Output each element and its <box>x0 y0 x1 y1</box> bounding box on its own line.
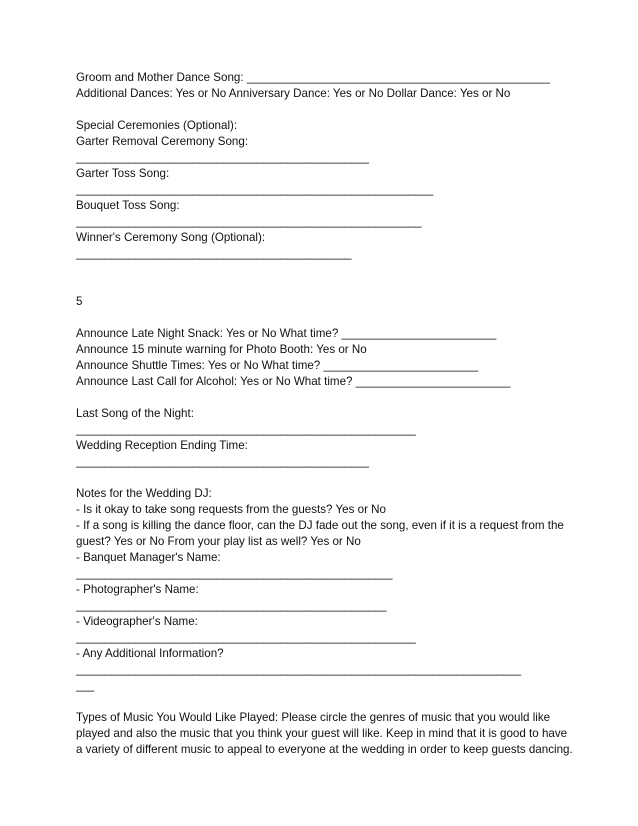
last-song-label: Last Song of the Night: <box>76 407 194 420</box>
garter-removal-label: Garter Removal Ceremony Song: <box>76 135 249 148</box>
additional-dances-line: Additional Dances: Yes or No Anniversary Dance: Yes or No Dollar Dance: Yes or No <box>76 87 511 100</box>
photographer-blank: _____________________________________________________ <box>76 599 386 612</box>
last-call-line: Announce Last Call for Alcohol: Yes or No What time? ________________________ <box>76 375 511 388</box>
groom-mother-dance-line: Groom and Mother Dance Song: _______________________________________________ <box>76 71 550 84</box>
garter-toss-blank: _____________________________________________________________ <box>76 183 433 196</box>
garter-removal-blank: __________________________________________________ <box>76 151 369 164</box>
dance-floor-paragraph: - If a song is killing the dance floor, can the DJ fade out the song, even if it is a request from the guest? Yes or No From your play list as well? Yes or No <box>76 519 564 548</box>
winners-ceremony-label: Winner's Ceremony Song (Optional): <box>76 231 266 244</box>
shuttle-line: Announce Shuttle Times: Yes or No What time? ________________________ <box>76 359 479 372</box>
garter-toss-label: Garter Toss Song: <box>76 167 170 180</box>
page-number: 5 <box>76 295 83 308</box>
additional-info-label: - Any Additional Information? <box>76 647 224 660</box>
song-requests-line: - Is it okay to take song requests from the guests? Yes or No <box>76 503 386 516</box>
banquet-manager-blank: ______________________________________________________ <box>76 567 392 580</box>
winners-ceremony-blank: _______________________________________________ <box>76 247 351 260</box>
photo-booth-line: Announce 15 minute warning for Photo Booth: Yes or No <box>76 343 367 356</box>
videographer-blank: __________________________________________________________ <box>76 631 416 644</box>
late-snack-line: Announce Late Night Snack: Yes or No What time? ________________________ <box>76 327 497 340</box>
last-song-blank: __________________________________________________________ <box>76 423 416 436</box>
bouquet-toss-blank: ___________________________________________________________ <box>76 215 422 228</box>
ending-time-label: Wedding Reception Ending Time: <box>76 439 248 452</box>
additional-info-blank-continued: ___ <box>76 679 94 692</box>
notes-heading: Notes for the Wedding DJ: <box>76 487 212 500</box>
additional-info-blank: ____________________________________________________________________________ <box>76 663 521 676</box>
types-of-music-paragraph: Types of Music You Would Like Played: Please circle the genres of music that you would like played and also the music that you think your guest will like. Keep in mind that it is good to have a variety of different music to appeal to everyone at the wedding in order to keep guests dancing. <box>76 711 573 756</box>
special-ceremonies-heading: Special Ceremonies (Optional): <box>76 119 238 132</box>
ending-time-blank: __________________________________________________ <box>76 455 369 468</box>
videographer-label: - Videographer's Name: <box>76 615 198 628</box>
banquet-manager-label: - Banquet Manager's Name: <box>76 551 221 564</box>
document-page <box>76 70 576 758</box>
bouquet-toss-label: Bouquet Toss Song: <box>76 199 180 212</box>
photographer-label: - Photographer's Name: <box>76 583 199 596</box>
